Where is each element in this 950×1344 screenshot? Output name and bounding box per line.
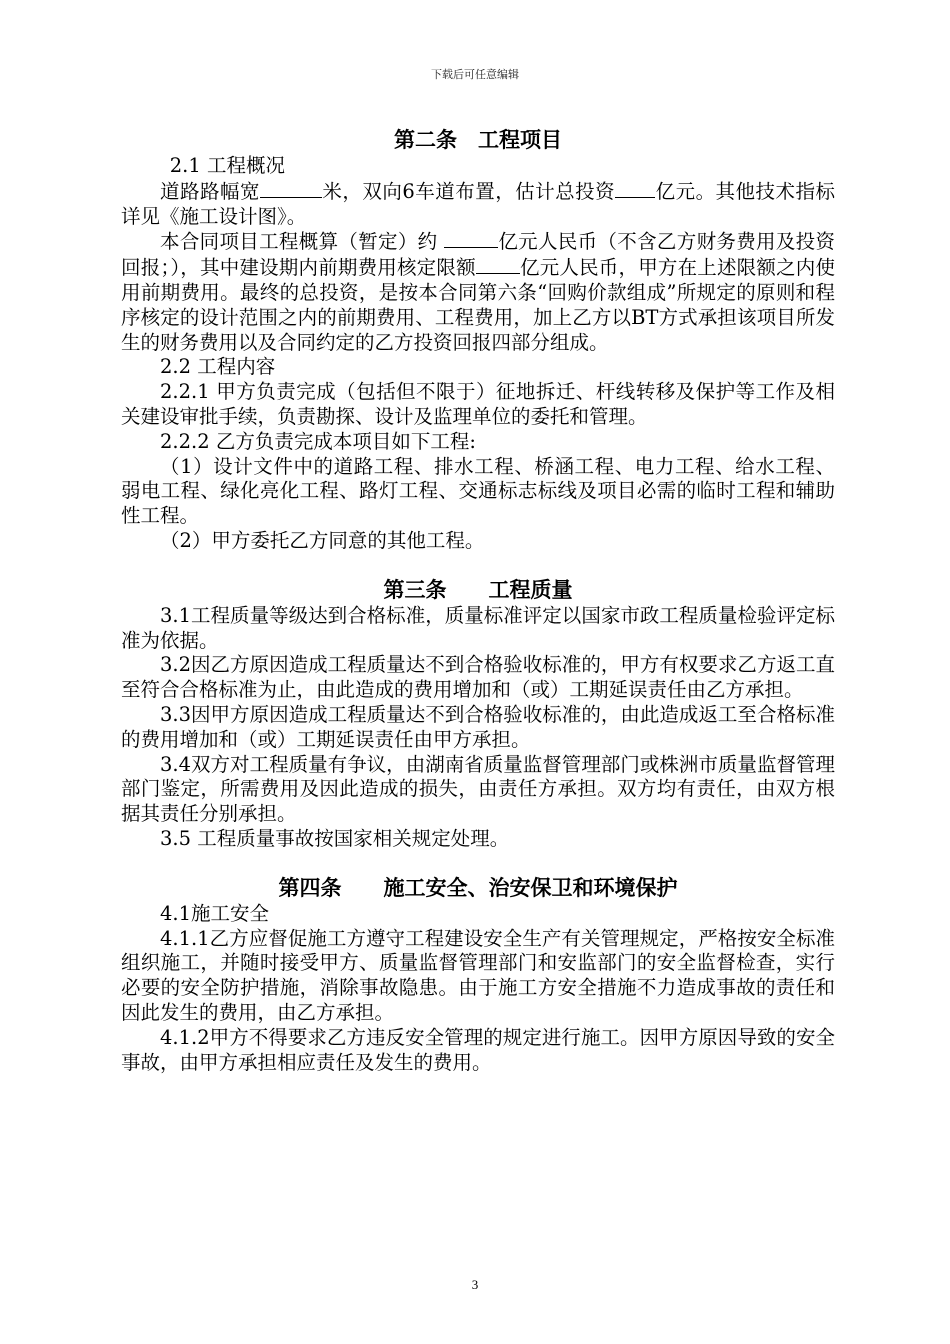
road-text-c: 亿元。其他技术指标详见《施工设计图》。 [121,179,835,228]
road-width-blank [260,179,322,198]
section-2-2-heading: 2.2 工程内容 [160,355,276,379]
page-number: 3 [471,1277,479,1292]
section-4-1-1: 4.1.1乙方应督促施工方遵守工程建设安全生产有关管理规定，严格按安全标准组织施工，并随时接受甲方、质量监督管理部门和安监部门的安全监督检查，实行必要的安全防护措施，消除事故隐患。由于施工方安全措施不力造成事故的责任和因此发生的费用，由乙方承担。 [121,926,835,1024]
item-1: （1）设计文件中的道路工程、排水工程、桥涵工程、电力工程、给水工程、弱电工程、绿化亮化工程、路灯工程、交通标志标线及项目必需的临时工程和辅助性工程。 [121,454,835,528]
section-3-5: 3.5 工程质量事故按国家相关规定处理。 [160,826,510,850]
section-3-1: 3.1工程质量等级达到合格标准，质量标准评定以国家市政工程质量检验评定标准为依据。 [121,603,835,652]
section-2-2-1: 2.2.1 甲方负责完成（包括但不限于）征地拆迁、杆线转移及保护等工作及相关建设审批手续，负责勘探、设计及监理单位的委托和管理。 [121,380,835,428]
page-header: 下载后可任意编辑 [431,68,519,81]
article-3-title: 第三条 工程质量 [383,577,573,602]
section-4-1-2: 4.1.2甲方不得要求乙方违反安全管理的规定进行施工。因甲方原因导致的安全事故，由甲方承担相应责任及发生的费用。 [121,1025,835,1074]
item-2: （2）甲方委托乙方同意的其他工程。 [160,528,485,552]
budget-text-b: 亿元人民币（不含乙方财务费用及投资回报；），其中建设期内前期费用核定限额 [121,230,835,280]
investment-blank [615,179,655,198]
budget-text-c: 亿元人民币，甲方在上述限额之内使用前期费用。最终的总投资，是按本合同第六条“回购价款组成”所规定的原则和程序核定的设计范围之内的前期费用、工程费用，加上乙方以BT方式承担该项目所发生的财务费用以及合同约定的乙方投资回报四部分组成。 [121,256,835,354]
preliminary-cost-blank [476,255,520,274]
section-2-2-2: 2.2.2 乙方负责完成本项目如下工程: [160,429,476,453]
budget-text-a: 本合同项目工程概算（暂定）约 [160,230,445,254]
section-4-1-heading: 4.1施工安全 [160,901,270,925]
section-3-2: 3.2因乙方原因造成工程质量达不到合格验收标准的，甲方有权要求乙方返工直至符合合格标准为止，由此造成的费用增加和（或）工期延误责任由乙方承担。 [121,653,835,702]
article-2-title: 第二条 工程项目 [394,128,562,152]
budget-blank [444,229,498,248]
section-3-3: 3.3因甲方原因造成工程质量达不到合格验收标准的，由此造成返工至合格标准的费用增加和（或）工期延误责任由甲方承担。 [121,702,835,751]
road-width-paragraph [121,179,835,230]
budget-paragraph [121,229,835,355]
road-text-a: 道路路幅宽 [160,179,260,203]
article-4-title: 第四条 施工安全、治安保卫和环境保护 [278,875,678,900]
road-text-b: 米，双向6车道布置，估计总投资 [321,179,616,203]
section-2-1-heading: 2.1 工程概况 [169,154,285,177]
section-3-4: 3.4双方对工程质量有争议，由湖南省质量监督管理部门或株洲市质量监督管理部门鉴定，所需费用及因此造成的损失，由责任方承担。双方均有责任，由双方根据其责任分别承担。 [121,752,835,826]
document-body [121,126,835,1075]
